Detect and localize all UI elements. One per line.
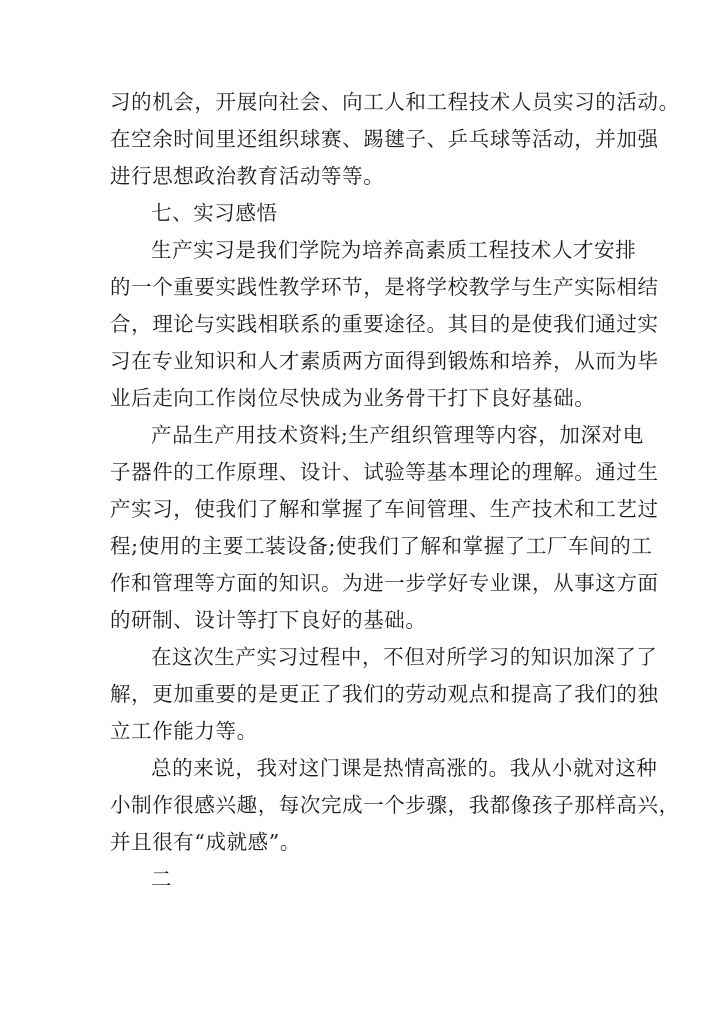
text-line: 立工作能力等。 (110, 719, 258, 743)
text-line: 进行思想政治教育活动等等。 (110, 164, 385, 188)
section-number: 二 (151, 867, 173, 891)
text-line: 总的来说，我对这门课是热情高涨的。我从小就对这种 (151, 756, 658, 780)
text-line: 产品生产用技术资料;生产组织管理等内容，加深对电 (151, 423, 644, 447)
text-line: 业后走向工作岗位尽快成为业务骨干打下良好基础。 (110, 386, 596, 410)
text-line: 产实习，使我们了解和掌握了车间管理、生产技术和工艺过 (110, 497, 659, 521)
text-line: 习的机会，开展向社会、向工人和工程技术人员实习的活动。 (110, 90, 680, 114)
text-line: 小制作很感兴趣，每次完成一个步骤，我都像孩子那样高兴， (110, 793, 680, 817)
paragraph-summary (110, 750, 680, 861)
text-line: 在空余时间里还组织球赛、踢毽子、乒乓球等活动，并加强 (110, 127, 659, 151)
paragraph-production-knowledge (110, 417, 659, 639)
document-body (110, 84, 680, 898)
paragraph-gains (110, 639, 659, 750)
text-line: 的研制、设计等打下良好的基础。 (110, 608, 427, 632)
text-line: 生产实习是我们学院为培养高素质工程技术人才安排 (151, 238, 637, 262)
section-heading-internship-reflection (110, 195, 620, 232)
text-line: 习在专业知识和人才素质两方面得到锻炼和培养，从而为毕 (110, 349, 659, 373)
section-number-two (110, 861, 620, 898)
paragraph-purpose (110, 232, 659, 417)
text-line: 合，理论与实践相联系的重要途径。其目的是使我们通过实 (110, 312, 659, 336)
paragraph-activities (110, 84, 680, 195)
text-line: 程;使用的主要工装设备;使我们了解和掌握了工厂车间的工 (110, 534, 653, 558)
text-line: 子器件的工作原理、设计、试验等基本理论的理解。通过生 (110, 460, 659, 484)
text-line: 并且很有“成就感”。 (110, 830, 301, 854)
text-line: 解，更加重要的是更正了我们的劳动观点和提高了我们的独 (110, 682, 659, 706)
text-line: 的一个重要实践性教学环节，是将学校教学与生产实际相结 (110, 275, 659, 299)
text-line: 在这次生产实习过程中，不但对所学习的知识加深了了 (151, 645, 658, 669)
text-line: 作和管理等方面的知识。为进一步学好专业课，从事这方面 (110, 571, 659, 595)
heading-text: 七、实习感悟 (151, 201, 278, 225)
